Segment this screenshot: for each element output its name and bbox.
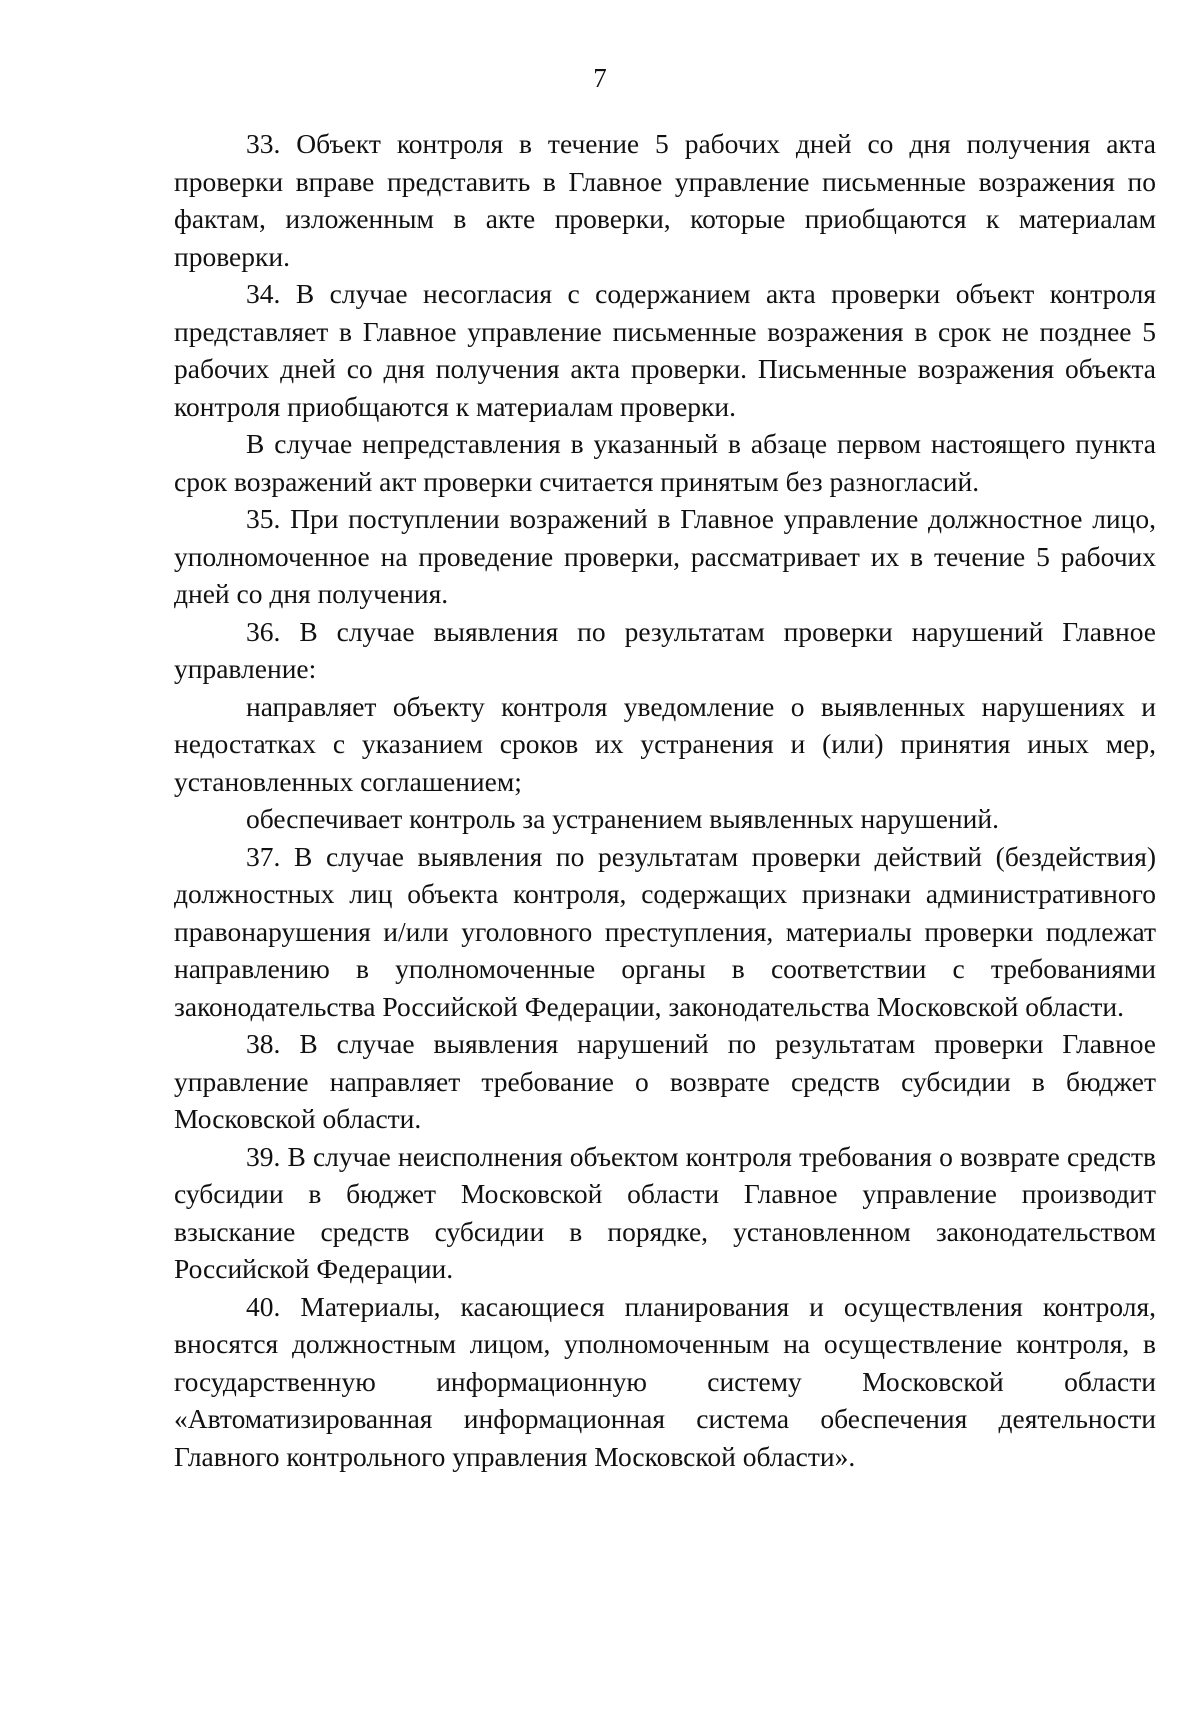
paragraph-item-34-second: В случае непредставления в указанный в абзаце первом настоящего пункта срок возражений акт проверки считается принятым без разногласий. <box>174 428 1156 497</box>
paragraph-item-40: 40. Материалы, касающиеся планирования и осуществления контроля, вносятся должностным лицом, уполномоченным на осуществление контроля, в государственную информационную систему Московской области «Автоматизированная информационная система обеспечения деятельности Главного контрольного управления Московской области». <box>174 1290 1156 1472</box>
paragraph-item-35: 35. При поступлении возражений в Главное управление должностное лицо, уполномоченное на проведение проверки, рассматривает их в течение 5 рабочих дней со дня получения. <box>174 503 1156 609</box>
paragraph-item-37: 37. В случае выявления по результатам проверки действий (бездействия) должностных лиц объекта контроля, содержащих признаки административного правонарушения и/или уголовного преступления, материалы проверки подлежат направлению в уполномоченные органы в соответствии с требованиями законодательства Российской Федерации, законодательства Московской области. <box>174 840 1156 1022</box>
page-number: 7 <box>593 63 607 93</box>
paragraph-item-36-sub-1: направляет объекту контроля уведомление о выявленных нарушениях и недостатках с указанием сроков их устранения и (или) принятия иных мер, установленных соглашением; <box>174 690 1156 797</box>
document-body <box>174 125 1156 1475</box>
paragraph-item-34: 34. В случае несогласия с содержанием акта проверки объект контроля представляет в Главное управление письменные возражения в срок не позднее 5 рабочих дней со дня получения акта проверки. Письменные возражения объекта контроля приобщаются к материалам проверки. <box>174 278 1156 422</box>
paragraph-item-36-sub-2: обеспечивает контроль за устранением выявленных нарушений. <box>246 803 999 834</box>
paragraph-item-38: 38. В случае выявления нарушений по результатам проверки Главное управление направляет требование о возврате средств субсидии в бюджет Московской области. <box>174 1028 1156 1134</box>
paragraph-item-36: 36. В случае выявления по результатам проверки нарушений Главное управление: <box>174 615 1156 684</box>
paragraph-item-33: 33. Объект контроля в течение 5 рабочих дней со дня получения акта проверки вправе представить в Главное управление письменные возражения по фактам, изложенным в акте проверки, которые приобщаются к материалам проверки. <box>174 128 1156 272</box>
paragraph-item-39: 39. В случае неисполнения объектом контроля требования о возврате средств субсидии в бюджет Московской области Главное управление производит взыскание средств субсидии в порядке, установленном законодательством Российской Федерации. <box>174 1140 1156 1284</box>
